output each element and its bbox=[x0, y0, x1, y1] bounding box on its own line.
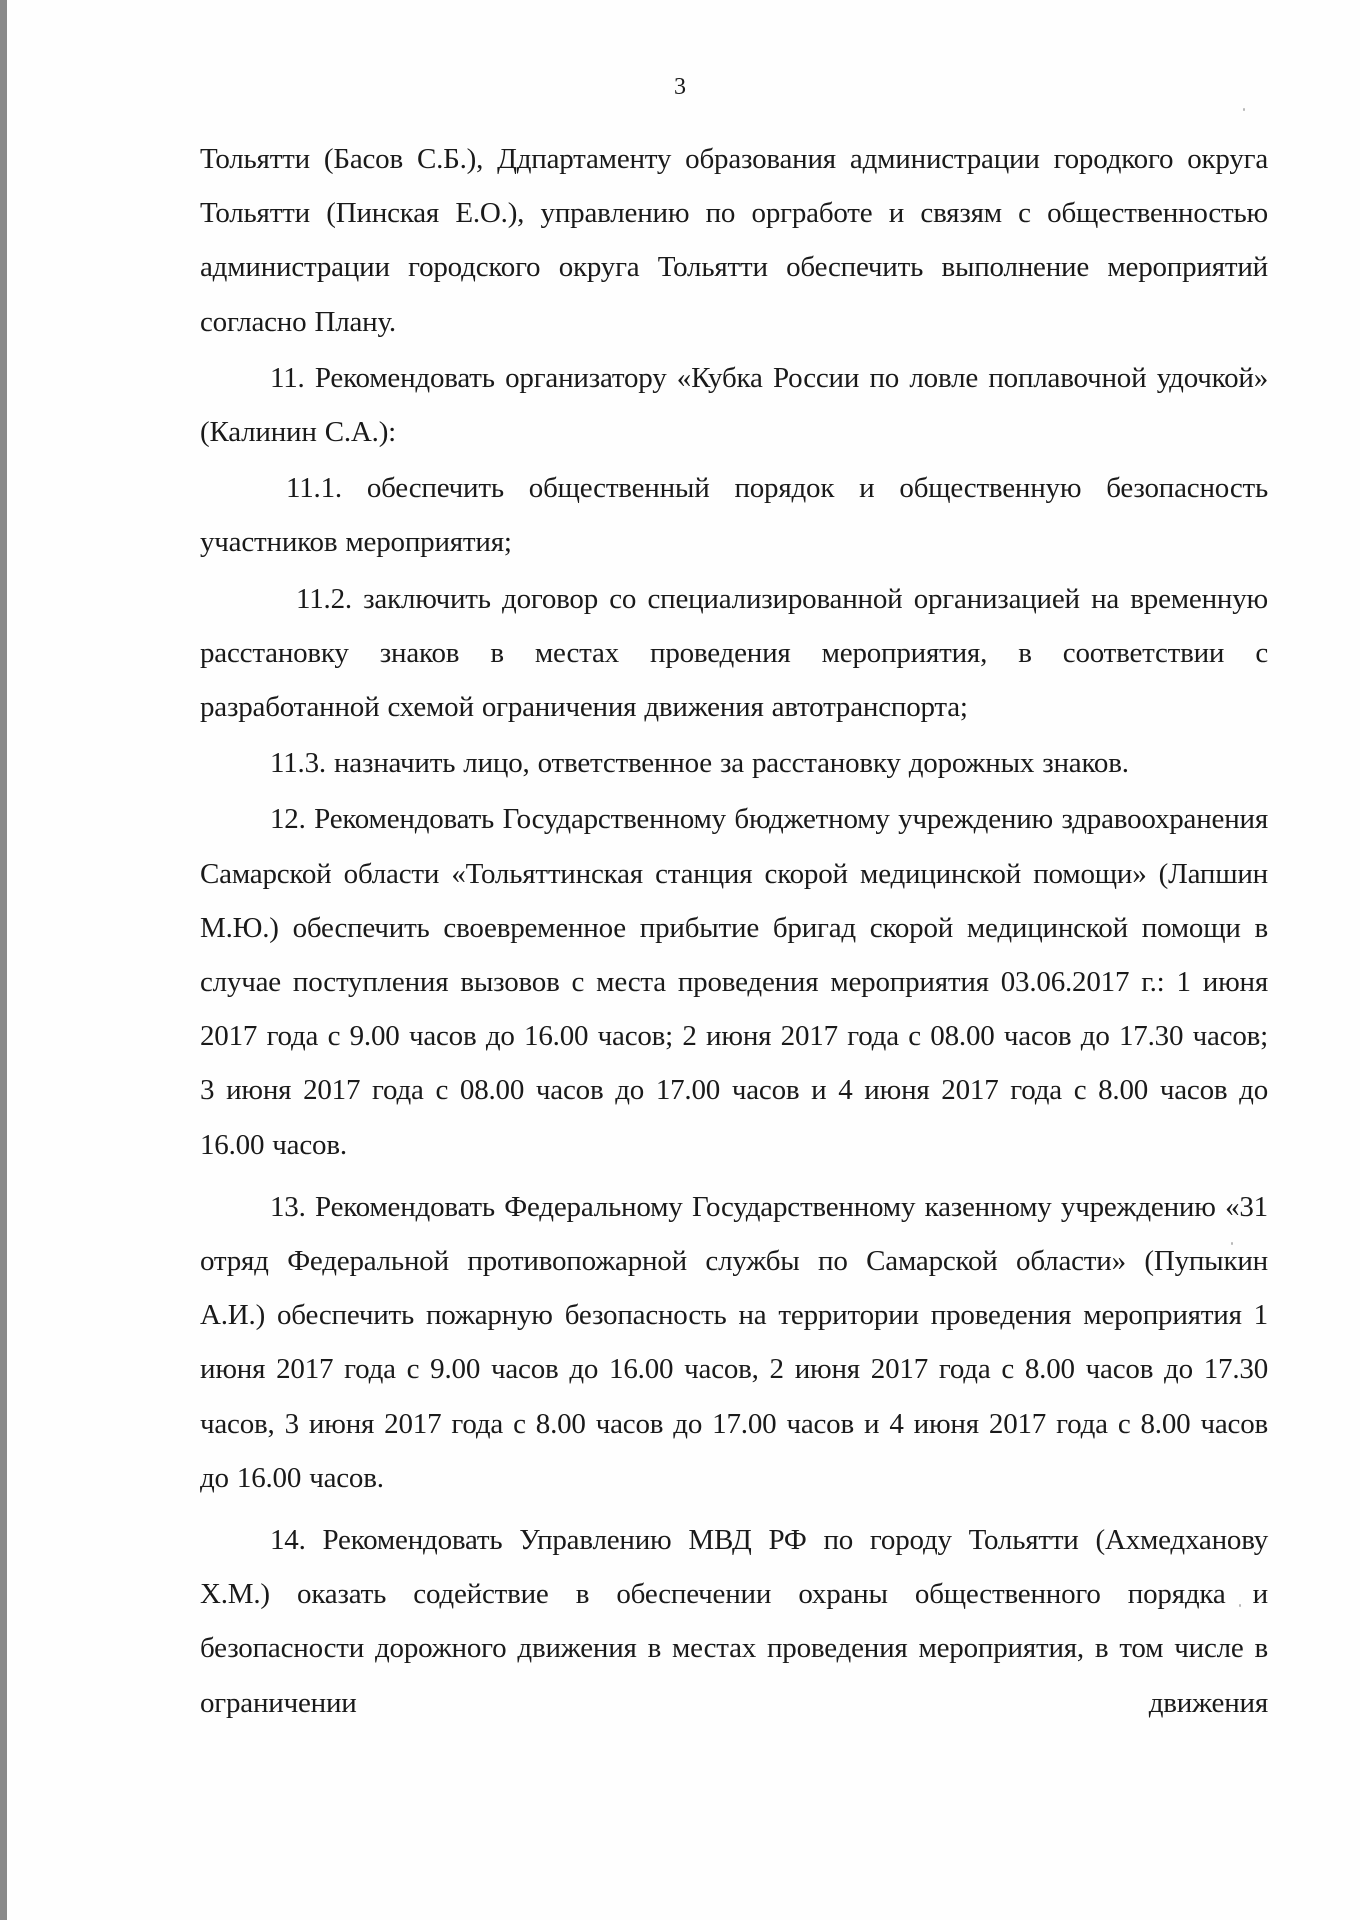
paragraph-item-12: 12. Рекомендовать Государственному бюджетному учреждению здравоохранения Самарской области «Тольяттинская станция скорой медицинской помощи» (Лапшин М.Ю.) обеспечить своевременное прибытие бригад скорой медицинской помощи в случае поступления вызовов с места проведения мероприятия 03.06.2017 г.: 1 июня 2017 года с 9.00 часов до 16.00 часов; 2 июня 2017 года с 08.00 часов до 17.30 часов; 3 июня 2017 года с 08.00 часов до 17.00 часов и 4 июня 2017 года с 8.00 часов до 16.00 часов. bbox=[200, 803, 1268, 1161]
paragraph-item-11-3: 11.3. назначить лицо, ответственное за расстановку дорожных знаков. bbox=[270, 747, 1129, 780]
paragraph-continuation: Тольятти (Басов С.Б.), Ддпартаменту образования администрации городкого округа Тольятти (Пинская Е.О.), управлению по оргработе и связям с общественностью администрации городского округа Тольятти обеспечить выполнение мероприятий согласно Плану. bbox=[200, 143, 1268, 338]
paragraph-item-13: 13. Рекомендовать Федеральному Государственному казенному учреждению «31 отряд Федеральной противопожарной службы по Самарской области» (Пупыкин А.И.) обеспечить пожарную безопасность на территории проведения мероприятия 1 июня 2017 года с 9.00 часов до 16.00 часов, 2 июня 2017 года с 8.00 часов до 17.30 часов, 3 июня 2017 года с 8.00 часов до 17.00 часов и 4 июня 2017 года с 8.00 часов до 16.00 часов. bbox=[200, 1190, 1268, 1494]
scan-edge-strip bbox=[0, 0, 7, 1920]
scan-speck bbox=[1243, 108, 1245, 111]
paragraph-item-11-2: 11.2. заключить договор со специализированной организацией на временную расстановку знаков в местах проведения мероприятия, в соответствии с разработанной схемой ограничения движения автотранспорта; bbox=[200, 582, 1268, 724]
paragraph-item-11: 11. Рекомендовать организатору «Кубка России по ловле поплавочной удочкой» (Калинин С.А.): bbox=[200, 361, 1268, 449]
paragraph-item-11-1: 11.1. обеспечить общественный порядок и общественную безопасность участников мероприятия; bbox=[200, 472, 1268, 559]
document-body bbox=[200, 132, 1268, 1730]
page-number: 3 bbox=[674, 74, 686, 100]
paragraph-item-14: 14. Рекомендовать Управлению МВД РФ по городу Тольятти (Ахмедханову Х.М.) оказать содействие в обеспечении охраны общественного порядка и безопасности дорожного движения в местах проведения мероприятия, в том числе в ограничении движения bbox=[200, 1524, 1268, 1719]
